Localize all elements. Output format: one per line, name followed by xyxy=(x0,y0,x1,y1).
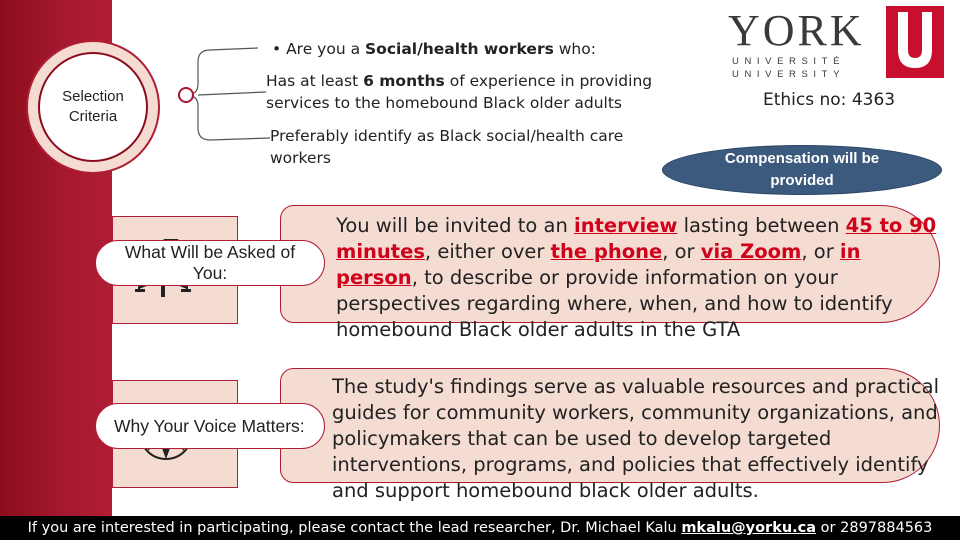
asked-description: You will be invited to an interview lasting between 45 to 90 minutes, either over the phone, or via Zoom, or in person, to describe or provide information on your perspectives regarding where, when, and how to identify homebound Black older adults in the GTA xyxy=(336,214,937,341)
contact-email-link[interactable]: mkalu@yorku.ca xyxy=(681,520,817,536)
highlight-zoom: via Zoom xyxy=(700,240,802,263)
logo-u-block xyxy=(886,6,944,78)
highlight-duration: 45 to 90 minutes xyxy=(336,214,937,263)
criterion-1: • Are you a Social/health workers who: xyxy=(272,40,596,58)
compensation-badge: Compensation will be provided xyxy=(662,145,942,195)
voice-label: Why Your Voice Matters: xyxy=(95,403,325,449)
highlight-in-person: in person xyxy=(336,240,861,289)
highlight-interview: interview xyxy=(574,214,678,237)
asked-label: What Will be Asked of You: xyxy=(95,240,325,286)
voice-description: The study's findings serve as valuable resources and practical guides for community workers, community organizations, and policymakers that can be used to develop targeted interventions, programs, and policies that effectively identify and support homebound black older adults. xyxy=(332,375,940,502)
selection-criteria-title: Selection Criteria xyxy=(38,52,148,162)
logo-wordmark: YORK xyxy=(728,6,865,55)
ethics-number: Ethics no: 4363 xyxy=(763,90,896,110)
footer-contact: If you are interested in participating, please contact the lead researcher, Dr. Michael Kalu mkalu@yorku.ca or 2897884563 xyxy=(0,516,960,540)
criterion-3: Preferably identify as Black social/health care workers xyxy=(270,127,624,167)
logo-line-english: UNIVERSITY xyxy=(732,69,846,80)
criteria-connector xyxy=(170,40,280,150)
highlight-phone: the phone xyxy=(550,240,663,263)
criterion-2: Has at least 6 months of experience in providing services to the homebound Black older adults xyxy=(266,72,653,112)
logo-line-french: UNIVERSITÉ xyxy=(732,56,846,67)
york-university-logo xyxy=(728,6,944,82)
